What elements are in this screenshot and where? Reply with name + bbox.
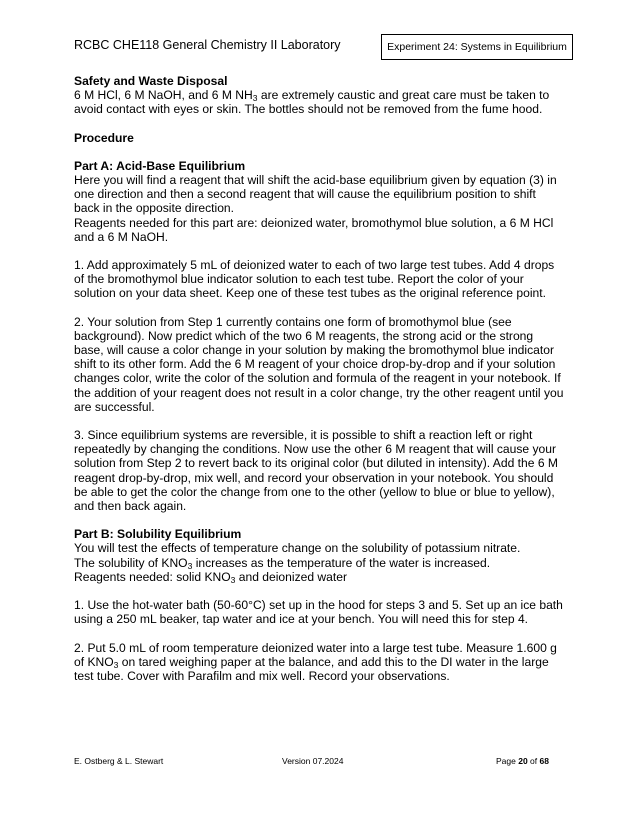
header-title: RCBC CHE118 General Chemistry II Laboratory bbox=[74, 38, 341, 52]
safety-text: 6 M HCl, 6 M NaOH, and 6 M $NH_3$ are extremely caustic and great care must be taken to avoid contact with eyes or skin. The bottles should not be removed from the fume hood. bbox=[74, 88, 550, 117]
part-a-intro: Here you will find a reagent that will shift the acid-base equilibrium given by equation (3) in one direction and then a second reagent that will cause the equilibrium position to shift back in the opposite direction. bbox=[74, 173, 557, 216]
safety-heading: Safety and Waste Disposal bbox=[74, 74, 228, 88]
experiment-title-box bbox=[381, 34, 573, 60]
part-b-intro-1: You will test the effects of temperature change on the solubility of potassium nitrate. bbox=[74, 541, 521, 556]
part-b-heading: Part B: Solubility Equilibrium bbox=[74, 527, 242, 542]
part-b-reagents: Reagents needed: solid $KNO_3$ and deionized water bbox=[74, 569, 347, 585]
procedure-heading: Procedure bbox=[74, 130, 134, 145]
part-a-step-2: 2. Your solution from Step 1 currently contains one form of bromothymol blue (see background). Now predict which of the two 6 M reagents, the strong acid or the strong base, will cause a color change in your solution by making the bromothymol blue indicator shift to its other form. Add the 6 M reagent of your choice drop-by-drop and if your solution changes color, write the color of the solution and formula of the reagent in your notebook. If the addition of your reagent does not result in a color change, try the other reagent until you are successful. bbox=[74, 314, 564, 414]
footer-version: Version 07.2024 bbox=[282, 756, 344, 766]
part-b-intro-2: The solubility of $KNO_3$ increases as the temperature of the water is increased. bbox=[74, 555, 491, 571]
part-a-step-1: 1. Add approximately 5 mL of deionized water to each of two large test tubes. Add 4 drops of the bromothymol blue indicator solution to each test tube. Report the color of your solution on your data sheet. Keep one of these test tubes as the original reference point. bbox=[74, 258, 555, 301]
page-content bbox=[74, 74, 564, 683]
part-b-step-1: 1. Use the hot-water bath (50-60°C) set up in the hood for steps 3 and 5. Set up an ice bath using a 250 mL beaker, tap water and ice at your bench. You will need this for step 4. bbox=[74, 598, 563, 627]
experiment-title: Experiment 24: Systems in Equilibrium bbox=[387, 41, 567, 53]
footer-page-number: Page 20 of 68 bbox=[496, 756, 549, 766]
part-a-reagents: Reagents needed for this part are: deionized water, bromothymol blue solution, a 6 M HCl and a 6 M NaOH. bbox=[74, 215, 554, 244]
part-a-heading: Part A: Acid-Base Equilibrium bbox=[74, 158, 246, 173]
footer-authors: E. Ostberg & L. Stewart bbox=[74, 756, 164, 766]
part-a-step-3: 3. Since equilibrium systems are reversible, it is possible to shift a reaction left or right repeatedly by changing the conditions. Now use the other 6 M reagent that will cause your solution from Step 2 to revert back to its original color (but diluted in intensity). Add the 6 M reagent drop-by-drop, mix well, and record your observation in your notebook. You should be able to get the color the change from one to the other (yellow to blue or blue to yellow), and then back again. bbox=[74, 428, 558, 514]
part-b-step-2: 2. Put 5.0 mL of room temperature deionized water into a large test tube. Measure 1.600 g of $KNO_3$ on tared weighing paper at the balance, and add this to the DI water in the large test tube. Cover with Parafilm and mix well. Record your observations. bbox=[74, 640, 557, 683]
